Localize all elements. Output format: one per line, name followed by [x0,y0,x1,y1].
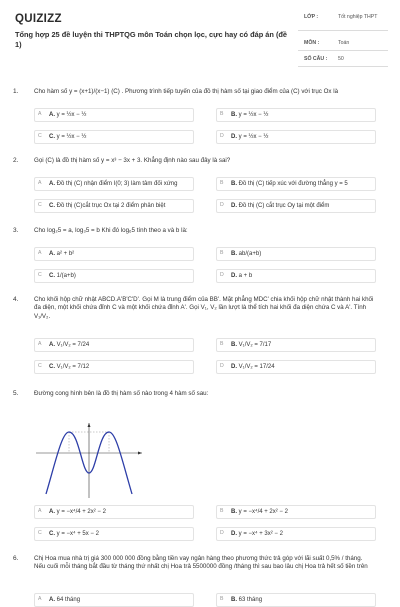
option-letter: A [38,508,42,514]
option-text: B. 63 tháng [231,596,263,603]
option-letter: A [38,111,42,117]
option-letter: A [38,180,42,186]
option-text: C. 1/(a+b) [49,272,76,279]
question-number: 6. [13,555,19,562]
option-b[interactable] [216,338,376,352]
option-letter: D [220,530,224,536]
option-text: D. y = ½x − ½ [231,133,269,140]
class-label: LỚP : [304,14,319,20]
option-letter: C [38,133,42,139]
option-text: A. a² + b² [49,250,75,257]
option-text: A. V₁/V₂ = 7/24 [49,341,90,348]
function-graph [34,420,144,500]
subject-value: Toán [338,40,350,46]
option-b[interactable] [216,247,376,261]
class-meta [298,10,388,31]
option-text: B. y = −x⁴/4 + 2x² − 2 [231,508,288,515]
option-letter: A [38,596,42,602]
question-number: 3. [13,227,19,234]
option-c[interactable] [34,130,194,144]
option-text: C. y = ½x − ½ [49,133,87,140]
x-axis-arrow [138,452,142,455]
option-text: A. y = ½x − ½ [49,111,87,118]
option-letter: D [220,202,224,208]
document-title: Tổng hợp 25 đề luyện thi THPTQG môn Toán chọn lọc, cực hay có đáp án (đề 1) [15,30,288,49]
count-label: SỐ CÂU : [304,56,328,62]
option-letter: B [220,180,224,186]
option-a[interactable] [34,593,194,607]
option-d[interactable] [216,199,376,213]
option-text: B. V₁/V₂ = 7/17 [231,341,272,348]
option-letter: D [220,272,224,278]
option-letter: B [220,596,224,602]
option-text: B. Đồ thị (C) tiếp xúc với đường thẳng y = 5 [231,180,348,187]
option-letter: C [38,272,42,278]
document-header [0,0,400,72]
option-a[interactable] [34,177,194,191]
option-text: A. y = −x⁴/4 + 2x² − 2 [49,508,106,515]
question-text: Cho log₂5 = a, log₃5 = b Khi đó log₆5 tính theo a và b là: [34,227,188,234]
option-a[interactable] [34,247,194,261]
option-c[interactable] [34,269,194,283]
option-letter: D [220,363,224,369]
question-number: 1. [13,88,19,95]
option-c[interactable] [34,199,194,213]
option-b[interactable] [216,108,376,122]
question-text: Cho hàm số y = (x+1)/(x−1) (C) . Phương trình tiếp tuyến của đồ thị hàm số tại giao điểm của (C) với trục Ox là [34,88,339,95]
option-letter: C [38,530,42,536]
count-value: 50 [338,56,344,62]
option-d[interactable] [216,269,376,283]
question-text: Đường cong hình bên là đồ thị hàm số nào trong 4 hàm số sau: [34,390,209,397]
option-letter: B [220,508,224,514]
y-axis-arrow [88,423,91,427]
option-text: A. 64 tháng [49,596,81,603]
option-text: C. Đồ thị (C)cắt trục Ox tại 2 điểm phân biệt [49,202,166,209]
option-letter: C [38,363,42,369]
option-text: C. V₁/V₂ = 7/12 [49,363,90,370]
question-text: Chị Hoa mua nhà trị giá 300 000 000 đồng bằng tiền vay ngân hàng theo phương thức trả góp với lãi suất 0,5% / tháng. Nếu cuối mỗi tháng bắt đầu từ tháng thứ nhất chị Hoa trả 5500000 đồng /tháng thì sau bao lâu chị Hoa trả hết số tiền trên [34,555,368,571]
option-b[interactable] [216,177,376,191]
option-b[interactable] [216,505,376,519]
question-text: Cho khối hộp chữ nhật ABCD.A'B'C'D'. Gọi M là trung điểm của BB'. Mặt phẳng MDC' chia khối hộp chữ nhật thành hai khối đa diện, một khối chứa đỉnh C và một khối chứa đỉnh A'. Gọi V₁, V₂ lần lượt là thể tích hai khối đa diện chứa C và A'. Tính V₁/V₂. [34,296,374,320]
option-text: C. y = −x⁴ + 5x − 2 [49,530,99,537]
option-c[interactable] [34,527,194,541]
subject-label: MÔN : [304,40,320,46]
option-letter: C [38,202,42,208]
option-text: B. ab/(a+b) [231,250,262,257]
class-value: Tốt nghiệp THPT [338,14,378,20]
option-text: B. y = ½x − ½ [231,111,269,118]
quizizz-logo: QUIZIZZ [15,13,62,25]
option-letter: B [220,341,224,347]
option-text: A. Đồ thị (C) nhận điểm I(0; 3) làm tâm đối xứng [49,180,178,187]
question-number: 4. [13,296,19,303]
option-text: D. V₁/V₂ = 17/24 [231,363,275,370]
count-meta [298,52,388,67]
option-letter: A [38,341,42,347]
option-text: D. a + b [231,272,253,279]
option-text: D. y = −x⁴ + 3x² − 2 [231,530,283,537]
question-text: Gọi (C) là đồ thị hàm số y = x³ − 3x + 3. Khẳng định nào sau đây là sai? [34,157,231,164]
option-d[interactable] [216,360,376,374]
option-a[interactable] [34,505,194,519]
question-number: 5. [13,390,19,397]
option-text: D. Đồ thị (C) cắt trục Oy tại một điểm [231,202,330,209]
option-c[interactable] [34,360,194,374]
option-letter: B [220,111,224,117]
option-letter: D [220,133,224,139]
option-a[interactable] [34,108,194,122]
option-letter: B [220,250,224,256]
option-d[interactable] [216,130,376,144]
option-b[interactable] [216,593,376,607]
option-a[interactable] [34,338,194,352]
subject-meta [298,36,388,51]
option-d[interactable] [216,527,376,541]
question-number: 2. [13,157,19,164]
option-letter: A [38,250,42,256]
